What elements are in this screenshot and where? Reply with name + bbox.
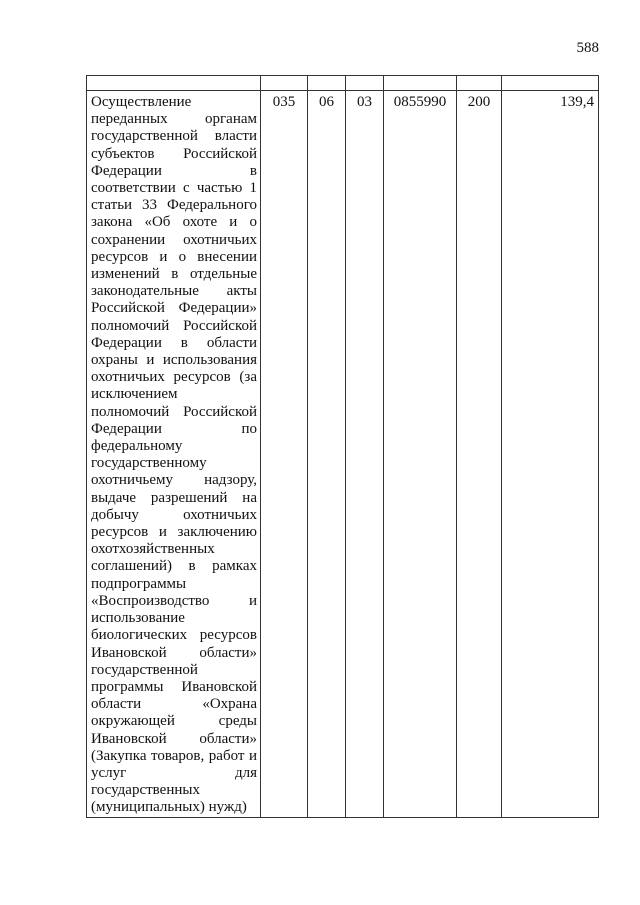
admin-code-cell: 035 — [261, 91, 308, 818]
amount-cell: 139,4 — [502, 91, 599, 818]
header-cell — [87, 76, 261, 91]
budget-table — [86, 75, 599, 818]
target-article-cell: 0855990 — [384, 91, 457, 818]
header-cell — [457, 76, 502, 91]
table-header-row — [87, 76, 599, 91]
header-cell — [261, 76, 308, 91]
page-number: 588 — [576, 40, 599, 56]
description-cell: Осуществление переданных органам государственной власти субъектов Российской Федерации в соответствии с частью 1 статьи 33 Федерального закона «Об охоте и о сохранении охотничьих ресурсов и о внесении изменений в отдельные законодательные акты Российской Федерации» полномочий Российской Федерации в области охраны и использования охотничьих ресурсов (за исключением полномочий Российской Федерации по федеральному государственному охотничьему надзору, выдаче разрешений на добычу охотничьих ресурсов и заключению охотхозяйственных соглашений) в рамках подпрограммы «Воспроизводство и использование биологических ресурсов Ивановской области» государственной программы Ивановской области «Охрана окружающей среды Ивановской области» (Закупка товаров, работ и услуг для государственных (муниципальных) нужд) — [87, 91, 261, 818]
table-row — [87, 91, 599, 818]
header-cell — [346, 76, 384, 91]
header-cell — [502, 76, 599, 91]
subsection-cell: 03 — [346, 91, 384, 818]
expense-type-cell: 200 — [457, 91, 502, 818]
section-cell: 06 — [308, 91, 346, 818]
header-cell — [308, 76, 346, 91]
header-cell — [384, 76, 457, 91]
